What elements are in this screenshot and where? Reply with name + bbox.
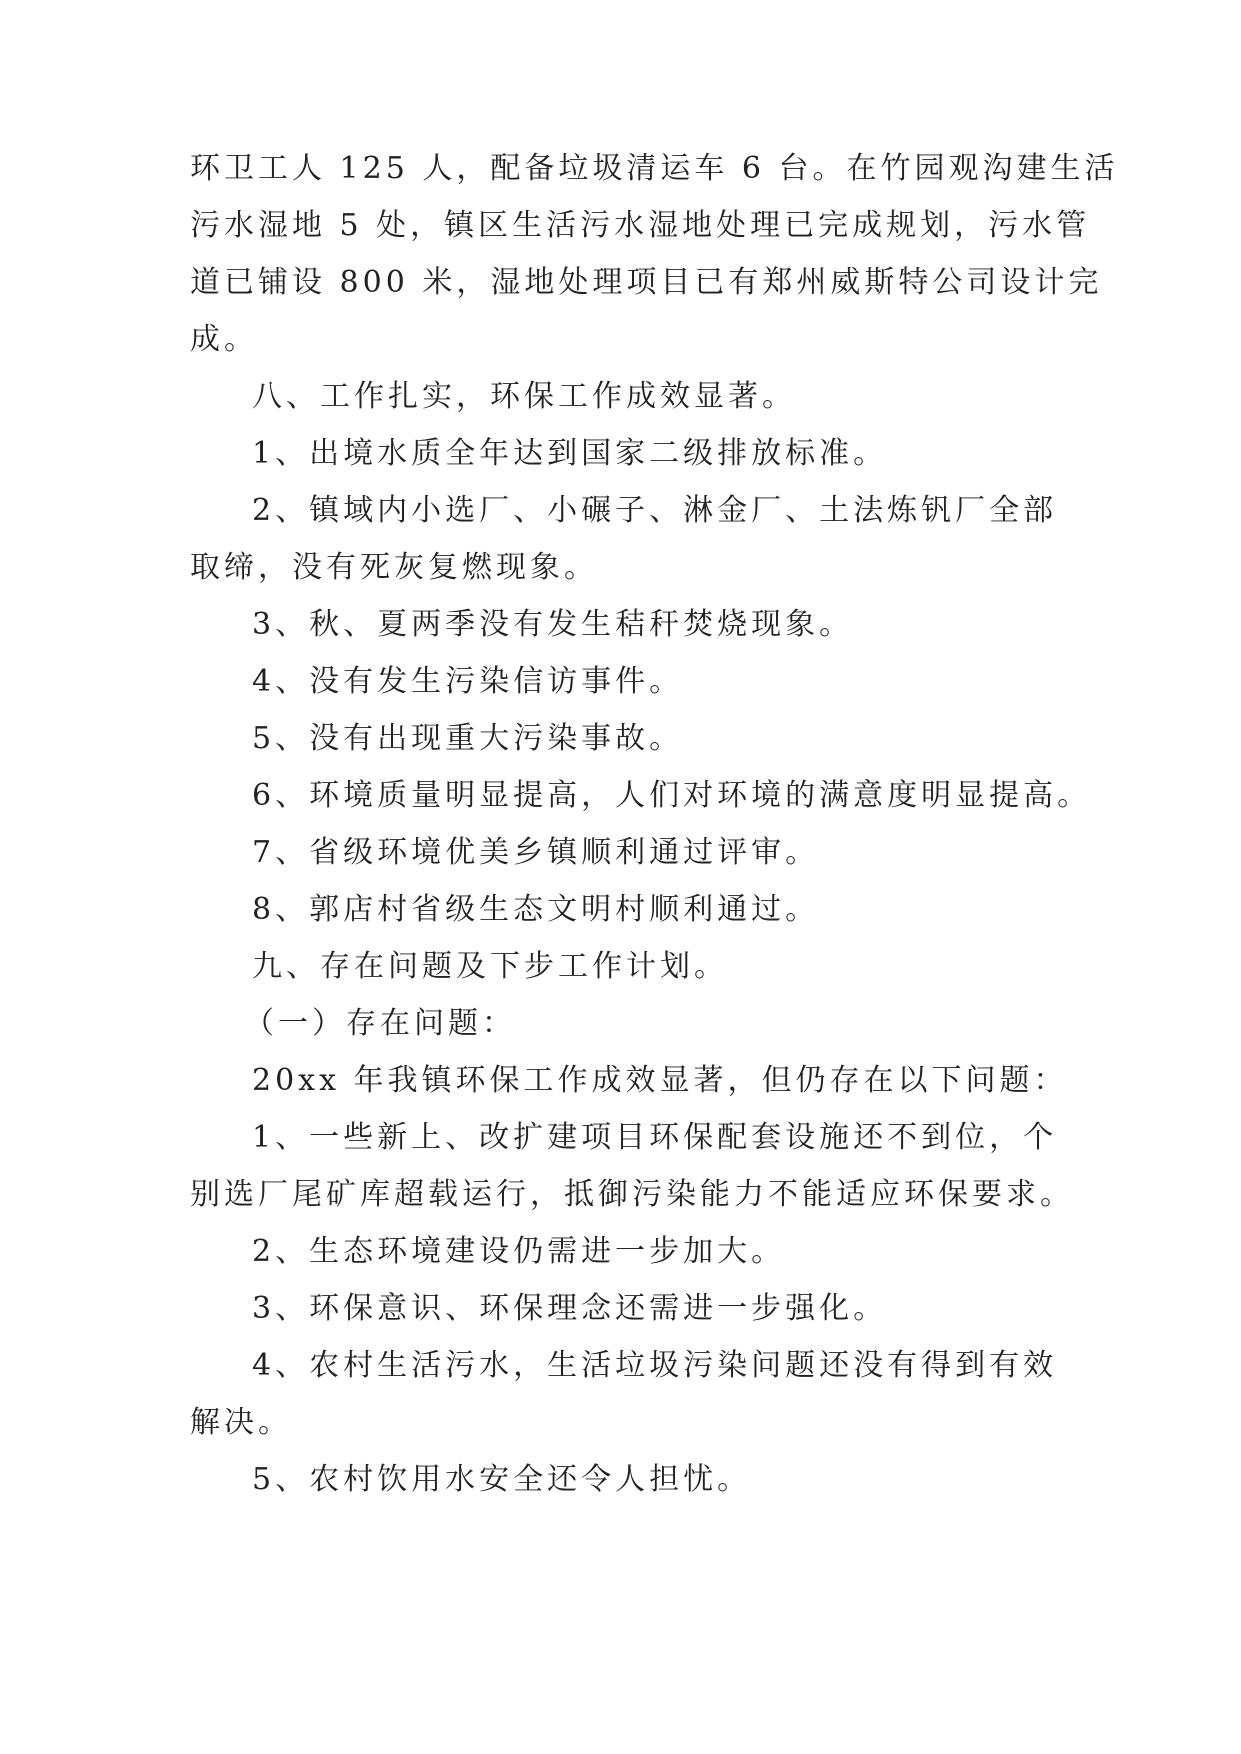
list-item: 4、农村生活污水，生活垃圾污染问题还没有得到有效 [252, 1348, 1058, 1383]
list-item-continuation: 解决。 [190, 1405, 292, 1440]
list-item: 4、没有发生污染信访事件。 [252, 664, 684, 699]
list-item: 1、一些新上、改扩建项目环保配套设施还不到位，个 [252, 1120, 1058, 1155]
list-item: 5、农村饮用水安全还令人担忧。 [252, 1462, 752, 1497]
list-item: 2、镇域内小选厂、小碾子、淋金厂、土法炼钒厂全部 [252, 493, 1058, 528]
paragraph: 20xx 年我镇环保工作成效显著，但仍存在以下问题： [252, 1063, 1068, 1098]
section-heading: 九、存在问题及下步工作计划。 [252, 949, 728, 984]
list-item: 3、环保意识、环保理念还需进一步强化。 [252, 1291, 888, 1326]
list-item: 3、秋、夏两季没有发生秸秆焚烧现象。 [252, 607, 854, 642]
list-item: 1、出境水质全年达到国家二级排放标准。 [252, 436, 888, 471]
list-item: 7、省级环境优美乡镇顺利通过评审。 [252, 835, 820, 870]
list-item: 6、环境质量明显提高，人们对环境的满意度明显提高。 [252, 778, 1092, 813]
list-item: 8、郭店村省级生态文明村顺利通过。 [252, 892, 820, 927]
list-item-continuation: 取缔，没有死灰复燃现象。 [190, 550, 598, 585]
list-item: 5、没有出现重大污染事故。 [252, 721, 684, 756]
list-item-continuation: 别选厂尾矿库超载运行，抵御污染能力不能适应环保要求。 [190, 1177, 1074, 1212]
text-line: 环卫工人 125 人，配备垃圾清运车 6 台。在竹园观沟建生活 [190, 151, 1119, 186]
subsection-heading: （一）存在问题： [244, 1006, 516, 1041]
list-item: 2、生态环境建设仍需进一步加大。 [252, 1234, 786, 1269]
section-heading: 八、工作扎实，环保工作成效显著。 [252, 379, 796, 414]
text-line: 成。 [190, 322, 258, 357]
text-line: 道已铺设 800 米，湿地处理项目已有郑州威斯特公司设计完 [190, 265, 1103, 300]
text-line: 污水湿地 5 处，镇区生活污水湿地处理已完成规划，污水管 [190, 208, 1091, 243]
